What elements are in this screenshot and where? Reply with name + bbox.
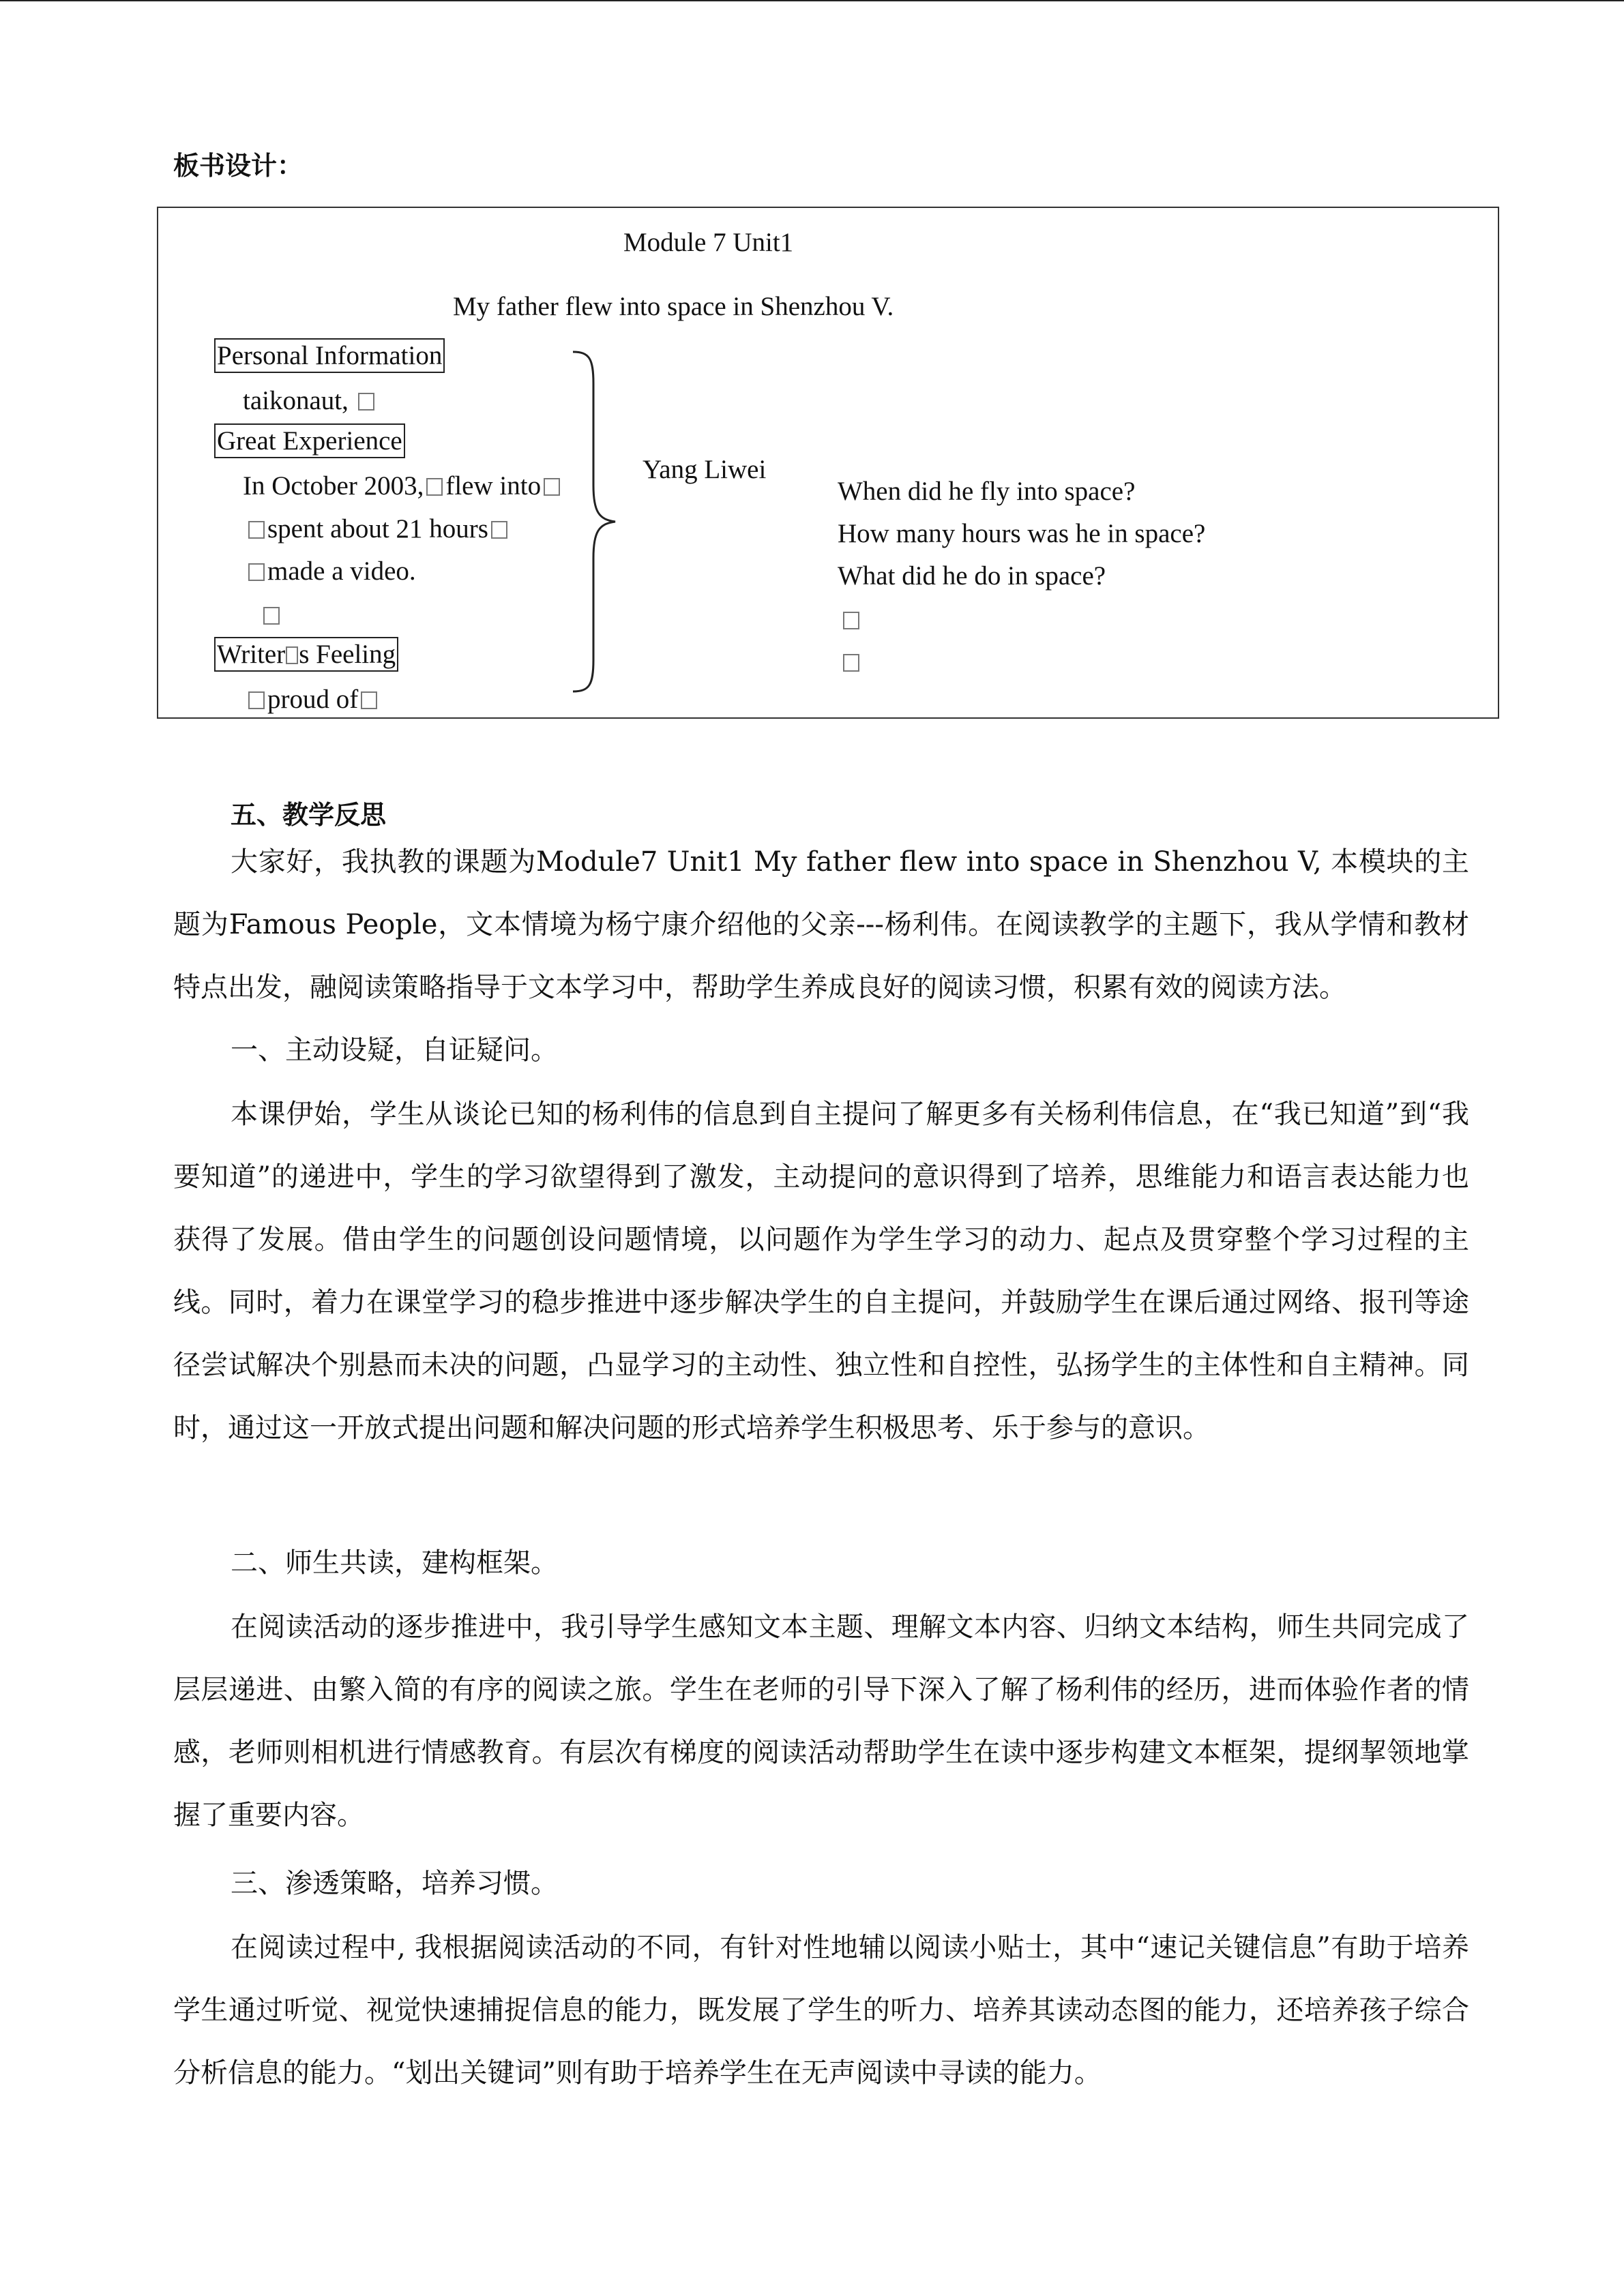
page-top-rule bbox=[0, 0, 1624, 1]
writers-feeling-label-start: Writer bbox=[217, 640, 286, 669]
missing-glyph-box bbox=[544, 478, 560, 496]
board-center-name: Yang Liwei bbox=[643, 455, 767, 484]
reflection-point-2-paragraph: 在阅读活动的逐步推进中，我引导学生感知文本主题、理解文本内容、归纳文本结构，师生共同完成了层层递进、由繁入简的有序的阅读之旅。学生在老师的引导下深入了解了杨利伟的经历，进而体验作者的情感，老师则相机进行情感教育。有层次有梯度的阅读活动帮助学生在读中逐步构建文本框架，提纲挈领地掌握了重要内容。 bbox=[173, 1611, 1469, 1831]
board-writers-feeling-detail bbox=[246, 686, 380, 713]
curly-brace-icon bbox=[566, 349, 621, 694]
personal-information-label: Personal Information bbox=[214, 338, 445, 373]
experience-line-1-start: In October 2003, bbox=[243, 471, 424, 501]
reflection-point-1-title: 一、主动设疑，自证疑问。 bbox=[231, 1034, 558, 1066]
missing-glyph-box bbox=[361, 691, 377, 709]
writers-feeling-label-end: s Feeling bbox=[299, 640, 396, 669]
experience-line-1-end: flew into bbox=[445, 471, 542, 501]
writers-feeling-detail-text: proud of bbox=[267, 685, 359, 714]
reflection-point-3-title: 三、渗透策略，培养习惯。 bbox=[231, 1868, 558, 1899]
board-section-personal-information bbox=[214, 342, 445, 369]
missing-glyph-box bbox=[248, 691, 265, 709]
missing-glyph-box bbox=[286, 646, 298, 664]
experience-line-2-text: spent about 21 hours bbox=[267, 514, 488, 543]
board-empty-line bbox=[840, 648, 862, 675]
missing-glyph-box bbox=[843, 654, 859, 672]
board-personal-detail bbox=[243, 387, 377, 414]
reflection-heading: 五、教学反思 bbox=[231, 799, 387, 830]
board-section-writers-feeling bbox=[214, 641, 398, 668]
missing-glyph-box bbox=[426, 478, 443, 496]
reflection-point-2-title: 二、师生共读，建构框架。 bbox=[231, 1547, 558, 1579]
board-question-2: How many hours was he in space? bbox=[838, 519, 1206, 548]
missing-glyph-box bbox=[248, 521, 265, 539]
reflection-intro-paragraph: 大家好，我执教的课题为Module7 Unit1 My father flew into space in Shenzhou V, 本模块的主题为Famous People，文本情境为杨宁康介绍他的父亲---杨利伟。在阅读教学的主题下，我从学情和教材特点出发，融阅读策略指导于文本学习中，帮助学生养成良好的阅读习惯，积累有效的阅读方法。 bbox=[173, 846, 1469, 1003]
missing-glyph-box bbox=[263, 607, 280, 625]
board-subtitle: My father flew into space in Shenzhou V. bbox=[453, 292, 894, 321]
missing-glyph-box bbox=[491, 521, 507, 539]
personal-detail-text: taikonaut, bbox=[243, 386, 349, 415]
great-experience-label: Great Experience bbox=[214, 423, 405, 458]
writers-feeling-label bbox=[214, 637, 398, 672]
board-empty-line bbox=[840, 606, 862, 633]
reflection-point-3-paragraph: 在阅读过程中, 我根据阅读活动的不同，有针对性地辅以阅读小贴士，其中“速记关键信息”有助于培养学生通过听觉、视觉快速捕捉信息的能力，既发展了学生的听力、培养其读动态图的能力，还培养孩子综合分析信息的能力。“划出关键词”则有助于培养学生在无声阅读中寻读的能力。 bbox=[173, 1932, 1469, 2089]
board-section-great-experience bbox=[214, 428, 405, 454]
missing-glyph-box bbox=[843, 612, 859, 629]
board-question-1: When did he fly into space? bbox=[838, 477, 1136, 506]
board-empty-line bbox=[261, 601, 282, 628]
board-question-3: What did he do in space? bbox=[838, 561, 1106, 591]
board-experience-line-3 bbox=[246, 558, 416, 584]
board-experience-line-1 bbox=[243, 473, 563, 499]
board-experience-line-2 bbox=[246, 516, 510, 542]
missing-glyph-box bbox=[358, 393, 374, 411]
experience-line-3-text: made a video. bbox=[267, 556, 416, 586]
board-design-heading: 板书设计： bbox=[173, 150, 304, 181]
missing-glyph-box bbox=[248, 563, 265, 581]
board-title: Module 7 Unit1 bbox=[623, 228, 794, 257]
reflection-point-1-paragraph: 本课伊始，学生从谈论已知的杨利伟的信息到自主提问了解更多有关杨利伟信息，在“我已知道”到“我要知道”的递进中，学生的学习欲望得到了激发，主动提问的意识得到了培养，思维能力和语言表达能力也获得了发展。借由学生的问题创设问题情境，以问题作为学生学习的动力、起点及贯穿整个学习过程的主线。同时，着力在课堂学习的稳步推进中逐步解决学生的自主提问，并鼓励学生在课后通过网络、报刊等途径尝试解决个别悬而未决的问题，凸显学习的主动性、独立性和自控性，弘扬学生的主体性和自主精神。同时，通过这一开放式提出问题和解决问题的形式培养学生积极思考、乐于参与的意识。 bbox=[173, 1099, 1469, 1444]
